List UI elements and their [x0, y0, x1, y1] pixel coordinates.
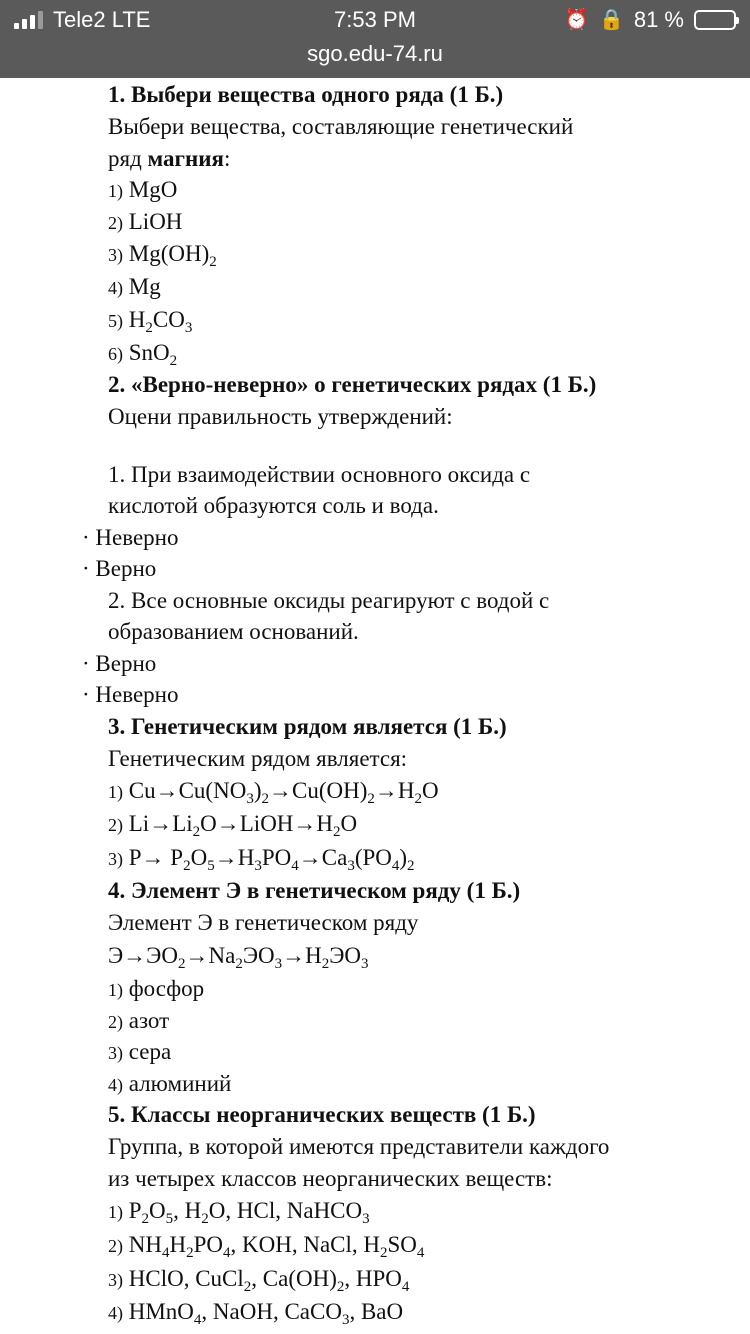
- q4-text: Элемент Э в генетическом ряду: [108, 910, 419, 935]
- q5-option-1[interactable]: 1) $P_2O_5$, $H_2O$, HCl, NaHCO$_3$: [108, 1198, 370, 1227]
- clock: 7:53 PM: [334, 7, 416, 32]
- q2-s2-option-true[interactable]: · Верно: [82, 651, 157, 676]
- q3-option-1[interactable]: 1) $Cu\to Cu(NO_3)_2\to Cu(OH)_2\to H_2O$: [108, 778, 439, 807]
- q4-option-3[interactable]: 3) сера: [108, 1039, 172, 1064]
- q1-title: 1. Выбери вещества одного ряда (1 Б.): [108, 82, 504, 107]
- q5-text-line1: Группа, в которой имеются представители каждого: [108, 1134, 610, 1159]
- status-bar: [0, 0, 750, 78]
- q4-option-1[interactable]: 1) фосфор: [108, 976, 205, 1001]
- q1-option-3[interactable]: 3) $Mg(OH)_2$: [108, 241, 217, 270]
- q2-title: 2. «Верно-неверно» о генетических рядах (1 Б.): [108, 372, 597, 397]
- q5-text-line2: из четырех классов неорганических веществ:: [108, 1166, 553, 1191]
- q5-title: 5. Классы неорганических веществ (1 Б.): [108, 1102, 536, 1127]
- quiz-content: [0, 78, 750, 1334]
- q5-option-3[interactable]: 3) HClO, CuCl$_2$, $Ca(OH)_2$, $HPO_4$: [108, 1266, 410, 1295]
- q1-option-6[interactable]: 6) SnO$_2$: [108, 340, 178, 369]
- q1-text-line2: ряд магния:: [108, 146, 231, 171]
- q2-statement-2-line2: образованием оснований.: [108, 619, 359, 644]
- q3-title: 3. Генетическим рядом является (1 Б.): [108, 714, 507, 739]
- q4-title: 4. Элемент Э в генетическом ряду (1 Б.): [108, 878, 521, 903]
- q3-option-3[interactable]: 3) $P\to P_2O_5\to H_3PO_4\to Ca_3(PO_4)_2$: [108, 845, 415, 874]
- q4-option-2[interactable]: 2) азот: [108, 1008, 170, 1033]
- q2-statement-2-line1: 2. Все основные оксиды реагируют с водой с: [108, 588, 550, 613]
- q2-statement-1-line2: кислотой образуются соль и вода.: [108, 493, 439, 518]
- url-bar[interactable]: sgo.edu-74.ru: [307, 41, 443, 66]
- q1-option-5[interactable]: 5) $H_2CO_3$: [108, 307, 193, 336]
- q2-s1-option-false[interactable]: · Неверно: [82, 525, 179, 550]
- battery-percent: 81 %: [633, 7, 684, 32]
- carrier-label: Tele2: [53, 7, 106, 32]
- q1-option-1[interactable]: 1) MgO: [108, 177, 178, 202]
- alarm-icon: ⏰: [564, 9, 589, 31]
- battery-icon: [694, 10, 736, 30]
- q2-s1-option-true[interactable]: · Верно: [82, 556, 157, 581]
- network-label: LTE: [111, 7, 151, 32]
- q1-text-line1: Выбери вещества, составляющие генетический: [108, 114, 574, 139]
- q3-text: Генетическим рядом является:: [108, 746, 408, 771]
- status-right: [564, 6, 736, 34]
- q4-chain: $Э\to ЭO_2\to Na_2ЭO_3\to H_2ЭO_3$: [108, 943, 369, 972]
- q2-text: Оцени правильность утверждений:: [108, 404, 453, 429]
- q2-s2-option-false[interactable]: · Неверно: [82, 682, 179, 707]
- q1-option-4[interactable]: 4) Mg: [108, 274, 161, 299]
- q5-option-2[interactable]: 2) $NH_4H_2PO_4$, KOH, NaCl, $H_2SO_4$: [108, 1232, 425, 1261]
- q4-option-4[interactable]: 4) алюминий: [108, 1071, 232, 1096]
- orientation-lock-icon: 🔒: [598, 9, 624, 31]
- q5-option-4[interactable]: 4) HMnO$_4$, NaOH, CaCO$_3$, BaO: [108, 1299, 404, 1328]
- q2-statement-1-line1: 1. При взаимодействии основного оксида с: [108, 462, 531, 487]
- q3-option-2[interactable]: 2) $Li\to Li_2O\to LiOH\to H_2O$: [108, 811, 358, 840]
- q1-option-2[interactable]: 2) LiOH: [108, 209, 183, 234]
